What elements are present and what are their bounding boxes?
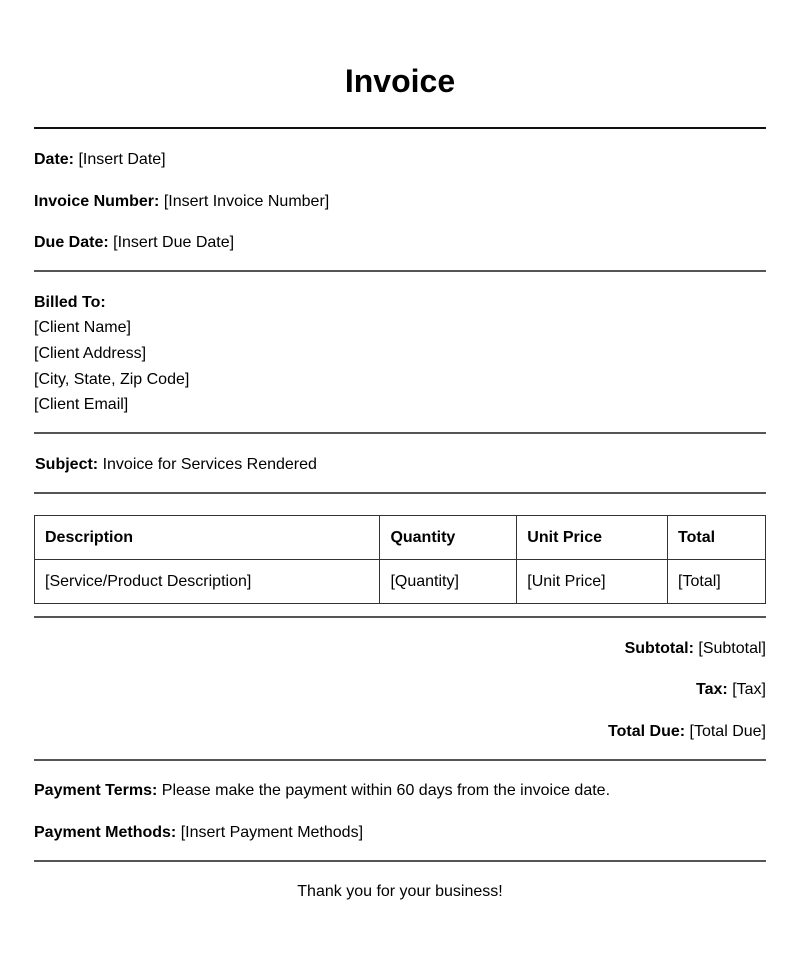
cell-description: [Service/Product Description] (35, 560, 380, 604)
header-description: Description (35, 516, 380, 560)
client-address: [Client Address] (34, 345, 147, 362)
subtotal-value: [Subtotal] (698, 640, 766, 657)
date-line (34, 150, 166, 170)
table-header-row (35, 516, 766, 560)
tax-line (696, 680, 766, 700)
date-label: Date: (34, 151, 75, 168)
invoice-number-label: Invoice Number: (34, 193, 160, 210)
subtotal-line (625, 639, 766, 659)
cell-quantity: [Quantity] (380, 560, 517, 604)
total-due-line (608, 722, 766, 742)
tax-label: Tax: (696, 681, 728, 698)
billed-to-heading: Billed To: (34, 294, 106, 311)
subject-value: Invoice for Services Rendered (102, 456, 317, 473)
payment-methods-value: [Insert Payment Methods] (180, 824, 364, 841)
table-row (35, 560, 766, 604)
cell-unit-price: [Unit Price] (517, 560, 668, 604)
subtotal-label: Subtotal: (624, 640, 694, 657)
due-date-label: Due Date: (34, 234, 109, 251)
payment-methods-label: Payment Methods: (34, 824, 177, 841)
date-value: [Insert Date] (78, 151, 166, 168)
table-divider (34, 616, 766, 618)
cell-total: [Total] (668, 560, 766, 604)
payment-divider (34, 860, 766, 862)
total-due-value: [Total Due] (689, 723, 766, 740)
due-date-value: [Insert Due Date] (113, 234, 235, 251)
due-date-line (34, 233, 234, 253)
invoice-number-line (34, 192, 329, 212)
payment-terms-value: Please make the payment within 60 days from the invoice date. (161, 782, 611, 799)
client-email: [Client Email] (34, 396, 129, 413)
invoice-title: Invoice (344, 63, 456, 99)
totals-divider (34, 759, 766, 761)
payment-terms-label: Payment Terms: (34, 782, 158, 799)
subject-label: Subject: (35, 456, 99, 473)
subject-divider (34, 492, 766, 494)
tax-value: [Tax] (732, 681, 766, 698)
payment-terms-line (34, 781, 610, 801)
header-unit-price: Unit Price (517, 516, 668, 560)
subject-line (35, 455, 317, 475)
total-due-label: Total Due: (608, 723, 686, 740)
billed-to-label (34, 293, 106, 313)
items-table (34, 515, 766, 604)
header-quantity: Quantity (380, 516, 517, 560)
title-divider (34, 127, 766, 129)
thank-you-message: Thank you for your business! (297, 883, 503, 900)
client-name: [Client Name] (34, 319, 131, 336)
client-city-state-zip: [City, State, Zip Code] (34, 371, 190, 388)
header-total: Total (668, 516, 766, 560)
payment-methods-line (34, 823, 363, 843)
invoice-number-value: [Insert Invoice Number] (163, 193, 330, 210)
meta-divider (34, 270, 766, 272)
billed-to-divider (34, 432, 766, 434)
